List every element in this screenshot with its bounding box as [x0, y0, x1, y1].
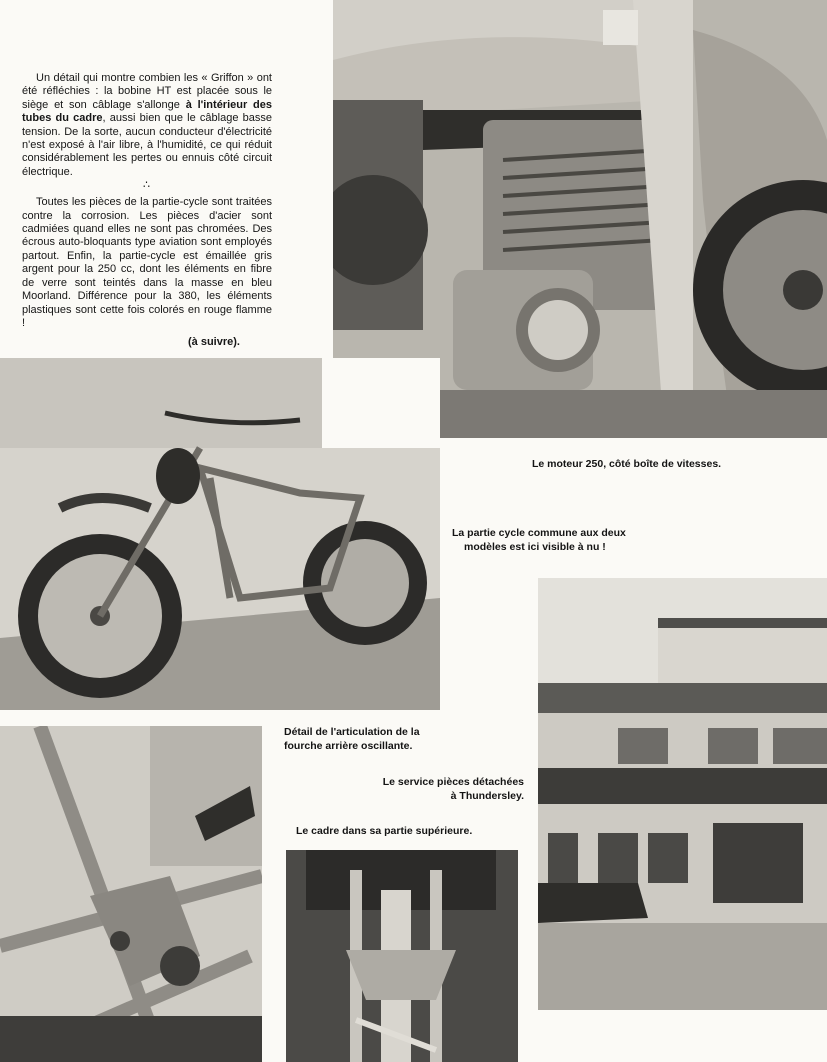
paragraph-separator: ∴ [143, 179, 151, 192]
rolling-chassis-caption: La partie cycle commune aux deux modèles est ici visible à nu ! [452, 527, 626, 553]
service-building-photo [538, 578, 827, 1010]
swingarm-detail-photo [0, 726, 262, 1062]
paragraph-1: Un détail qui montre combien les « Griffon » ont été réfléchies : la bobine HT est placée sous le siège et son câblage s'allonge à l'intérieur des tubes du cadre, aussi bien que le câblage basse tension. De la sorte, aucun conducteur d'électricité n'est exposé à l'air libre, à l'humidité, ce qui réduit considérablement les pertes ou ennuis côté circuit électrique. [22, 72, 272, 178]
paragraph-2: Toutes les pièces de la partie-cycle sont traitées contre la corrosion. Les pièces d'acier sont cadmiées quand elles ne sont pas chromées. Des écrous auto-bloquants type aviation sont employés partout. Enfin, la partie-cycle est émaillée gris argent pour la 250 cc, dont les éléments en fibre de verre sont teintés dans la masse en bleu Moorland. Différence pour la 380, les éléments plastiques sont cette fois colorés en rouge flamme ! [22, 196, 272, 329]
rolling-chassis-photo [0, 358, 440, 710]
upper-frame-caption: Le cadre dans sa partie supérieure. [296, 825, 473, 837]
swingarm-caption: Détail de l'articulation de la fourche arrière oscillante. [284, 726, 420, 752]
service-caption: Le service pièces détachées à Thundersley. [382, 776, 524, 802]
article-text [22, 72, 272, 330]
engine-caption: Le moteur 250, côté boîte de vitesses. [532, 458, 722, 470]
to-be-continued: (à suivre). [188, 336, 240, 348]
upper-frame-photo [286, 850, 518, 1062]
